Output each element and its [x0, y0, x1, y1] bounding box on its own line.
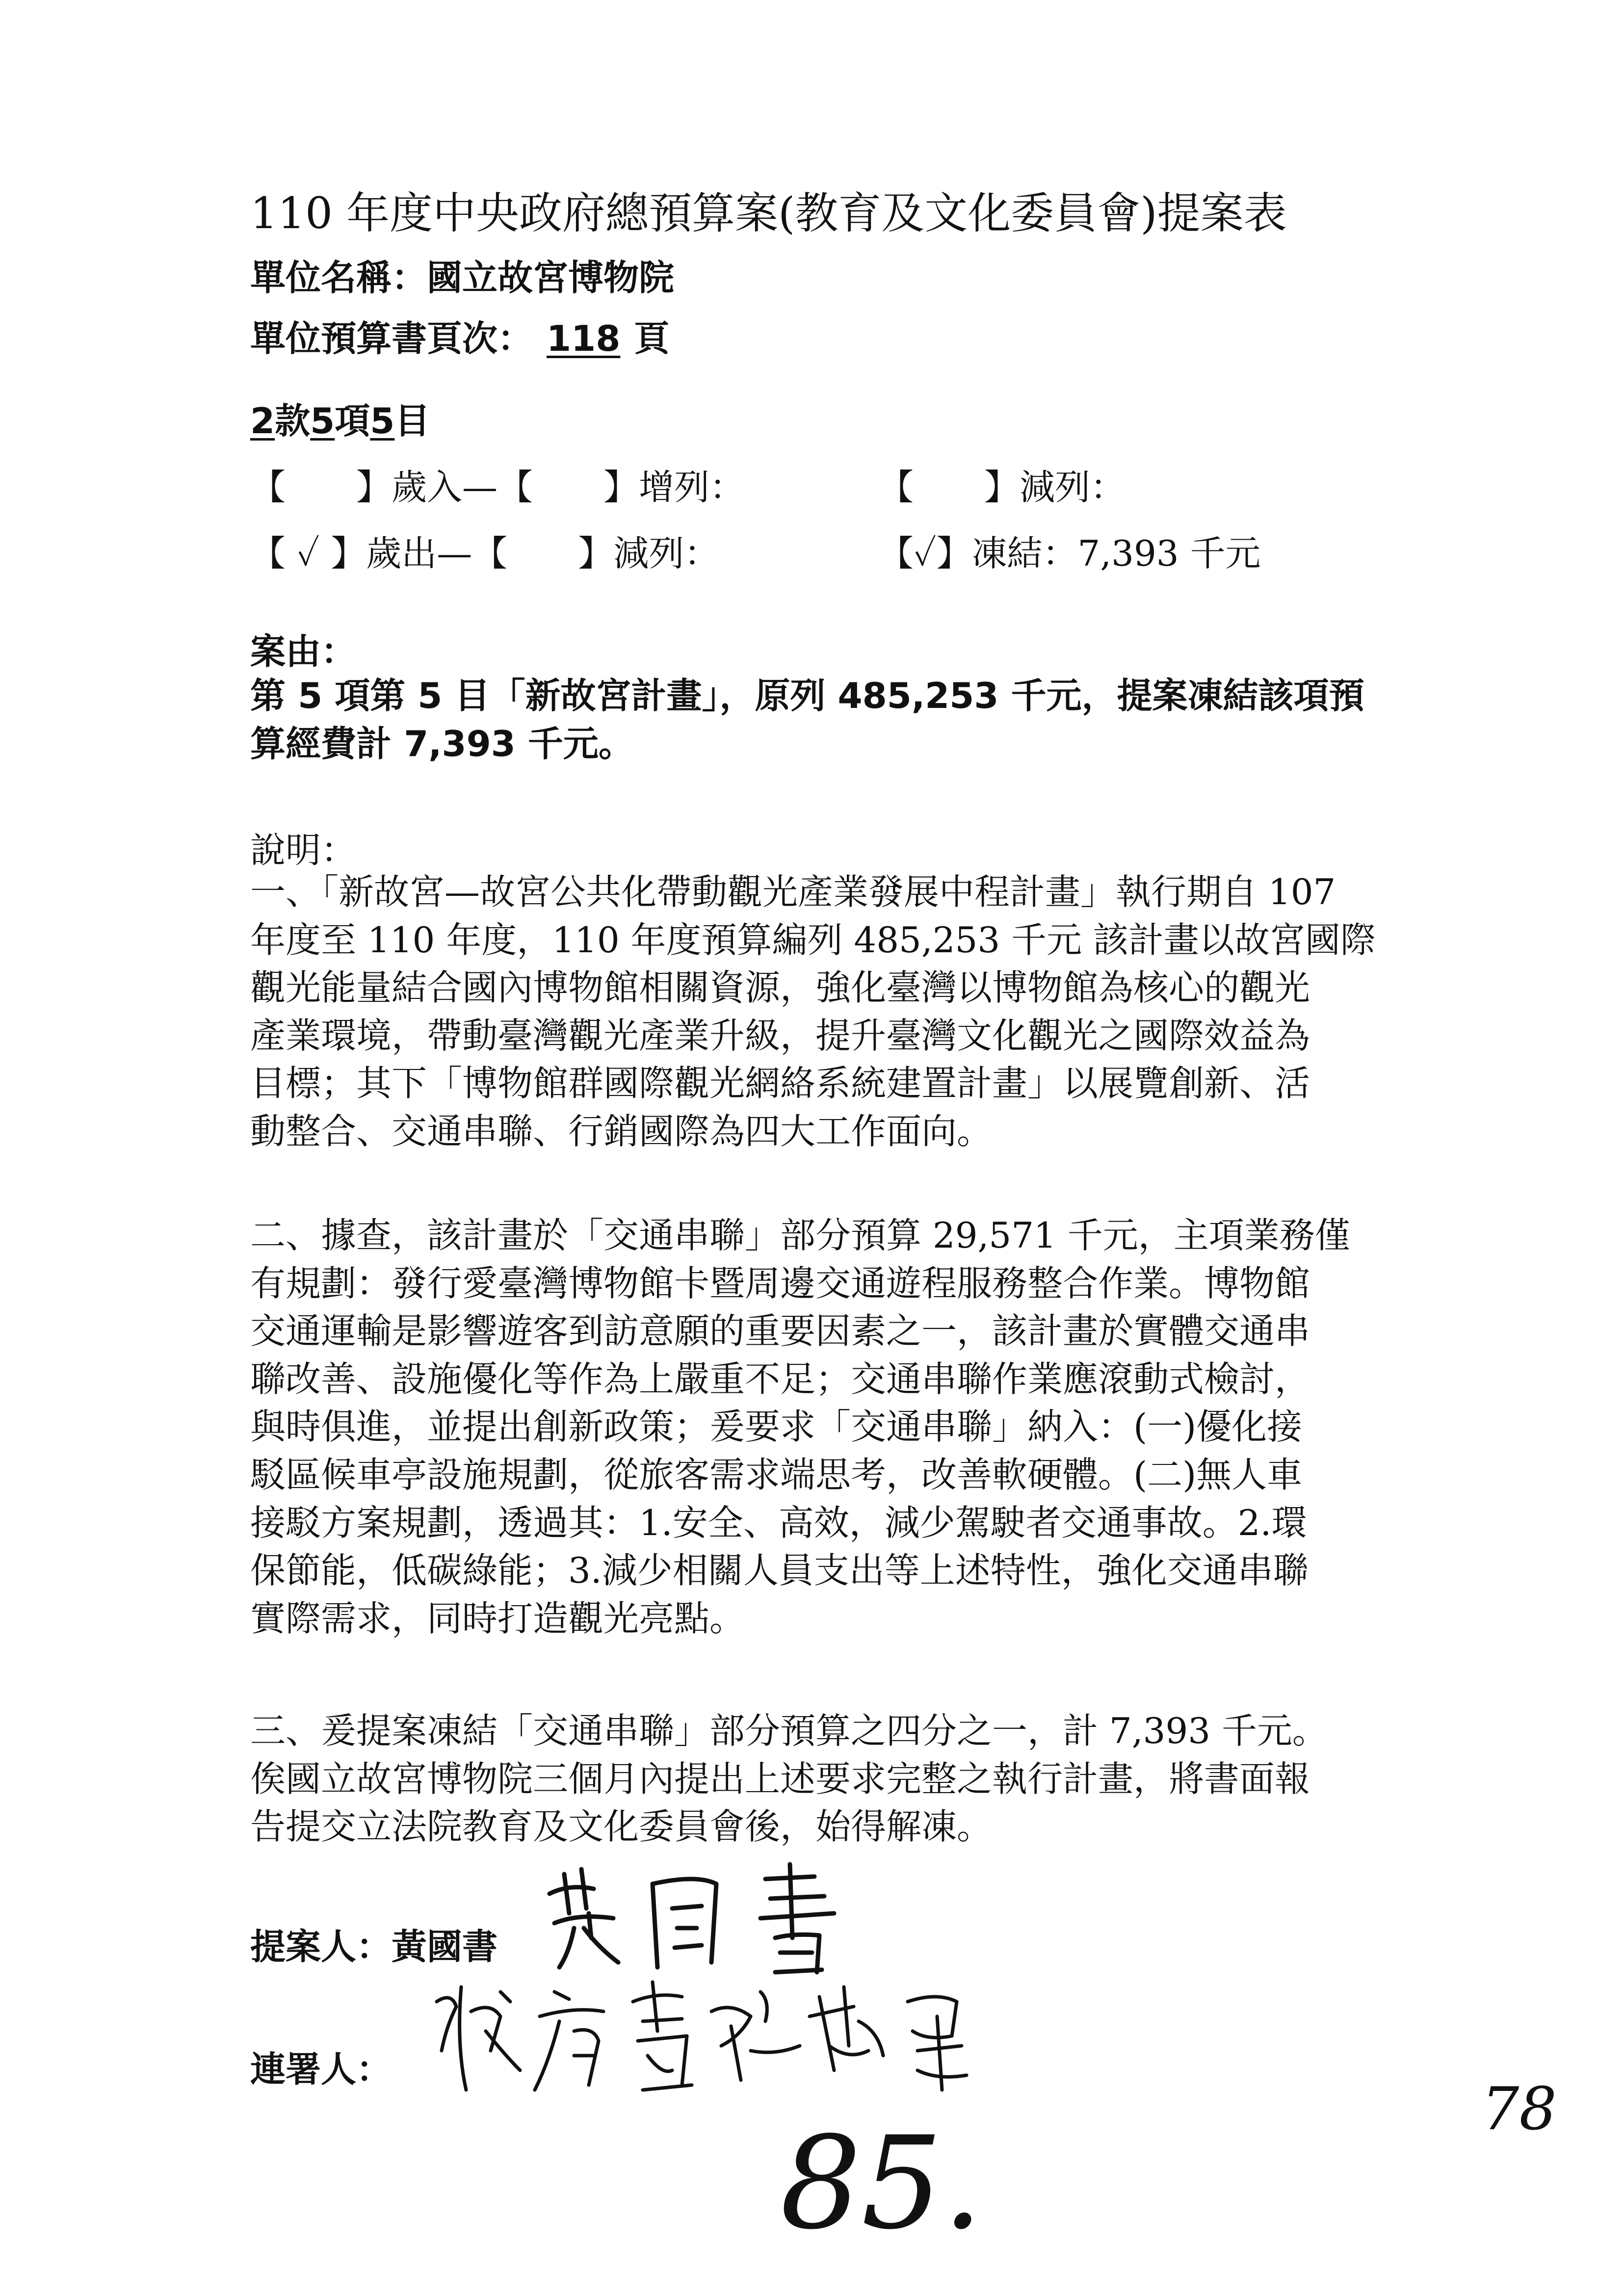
paragraph-line: 俟國立故宮博物院三個月內提出上述要求完整之執行計畫，將書面報 [250, 1758, 1310, 1800]
mu-label: 目 [394, 400, 430, 442]
reason-label: 案由： [250, 631, 357, 672]
explanation-paragraph-1 [250, 868, 1388, 1156]
reason-text [250, 672, 1388, 768]
paragraph-line: 交通運輸是影響遊客到訪意願的重要因素之一，該計畫於實體交通串 [250, 1310, 1310, 1352]
paragraph-line: 動整合、交通串聯、行銷國際為四大工作面向。 [250, 1110, 993, 1152]
freeze-option: 【✓】凍結：7,393 千元 [878, 533, 1261, 574]
proposer-row [250, 1918, 498, 1969]
cosigner-label: 連署人： [250, 2049, 392, 2090]
budget-page-suffix: 頁 [634, 318, 670, 359]
proposer-signature [540, 1854, 893, 1982]
kuan-label: 款 [275, 400, 311, 442]
explanation-label: 說明： [250, 830, 357, 871]
paragraph-line: 聯改善、設施優化等作為上嚴重不足；交通串聯作業應滾動式檢討， [250, 1358, 1310, 1400]
paragraph-line: 實際需求，同時打造觀光亮點。 [250, 1597, 745, 1639]
proposer-name: 黃國書 [392, 1926, 498, 1967]
paragraph-line: 有規劃：發行愛臺灣博物館卡暨周邊交通遊程服務整合作業。博物館 [250, 1262, 1310, 1304]
revenue-option: 【 】歲入—【 】增列： [250, 467, 745, 508]
cosigner-signatures [427, 1972, 1065, 2110]
proposer-label: 提案人： [250, 1926, 392, 1967]
paragraph-line: 觀光能量結合國內博物館相關資源，強化臺灣以博物館為核心的觀光 [250, 967, 1310, 1009]
item-code-row [250, 392, 430, 444]
reason-line: 算經費計 7,393 千元。 [250, 723, 634, 764]
paragraph-line: 接駁方案規劃，透過其：1.安全、高效，減少駕駛者交通事故。2.環 [250, 1502, 1307, 1543]
explanation-paragraph-3 [250, 1707, 1388, 1851]
kuan-number: 2 [250, 400, 275, 442]
explanation-paragraph-2 [250, 1212, 1388, 1643]
paragraph-line: 二、據查，該計畫於「交通串聯」部分預算 29,571 千元，主項業務僅 [250, 1215, 1350, 1256]
handwritten-number: 85. [780, 2110, 983, 2258]
mu-number: 5 [370, 400, 395, 442]
revenue-reduce-option: 【 】減列： [878, 467, 1126, 508]
paragraph-line: 駁區候車亭設施規劃，從旅客需求端思考，改善軟硬體。(二)無人車 [250, 1454, 1303, 1495]
budget-page-number: 118 [547, 318, 621, 359]
expense-option: 【 ✓ 】歲出—【 】減列： [250, 533, 720, 574]
page-mark: 78 [1482, 2075, 1557, 2143]
paragraph-line: 目標；其下「博物館群國際觀光網絡系統建置計畫」以展覽創新、活 [250, 1063, 1310, 1104]
paragraph-line: 產業環境，帶動臺灣觀光產業升級，提升臺灣文化觀光之國際效益為 [250, 1015, 1310, 1056]
document-title: 110 年度中央政府總預算案(教育及文化委員會)提案表 [250, 188, 1287, 238]
unit-name: 國立故宮博物院 [427, 257, 675, 298]
unit-row [250, 249, 674, 300]
paragraph-line: 三、爰提案凍結「交通串聯」部分預算之四分之一，計 7,393 千元。 [250, 1710, 1328, 1751]
unit-label: 單位名稱： [250, 257, 427, 298]
reason-line: 第 5 項第 5 目「新故宮計畫」，原列 485,253 千元，提案凍結該項預 [250, 675, 1364, 716]
paragraph-line: 保節能，低碳綠能；3.減少相關人員支出等上述特性，強化交通串聯 [250, 1550, 1309, 1592]
xiang-number: 5 [310, 400, 335, 442]
xiang-label: 項 [335, 400, 370, 442]
paragraph-line: 告提交立法院教育及文化委員會後，始得解凍。 [250, 1806, 993, 1848]
paragraph-line: 一、「新故宮—故宮公共化帶動觀光產業發展中程計畫」執行期自 107 [250, 871, 1336, 913]
budget-page-label: 單位預算書頁次： [250, 318, 533, 359]
paragraph-line: 年度至 110 年度，110 年度預算編列 485,253 千元 該計畫以故宮國際 [250, 919, 1376, 961]
paragraph-line: 與時俱進，並提出創新政策；爰要求「交通串聯」納入：(一)優化接 [250, 1406, 1303, 1448]
budget-page-row [250, 310, 669, 361]
